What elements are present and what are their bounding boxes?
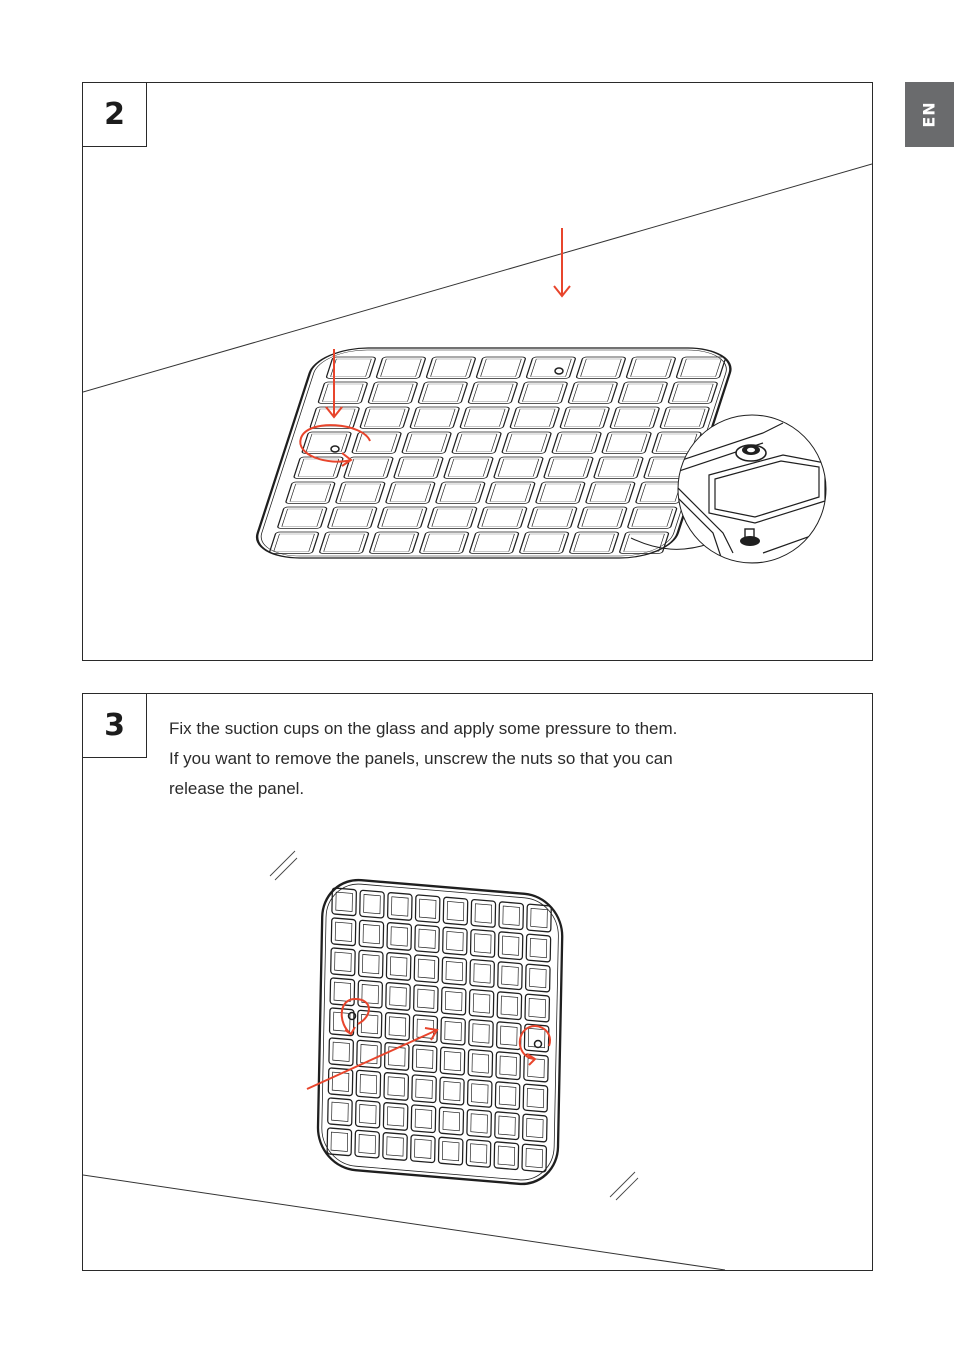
step-number: 3 bbox=[82, 693, 147, 758]
instruction-text bbox=[169, 714, 809, 804]
grid-cells bbox=[327, 888, 551, 1172]
grid-cells bbox=[269, 357, 726, 554]
language-tab-label: EN bbox=[919, 101, 939, 128]
step-number: 2 bbox=[82, 82, 147, 147]
instruction-line: Fix the suction cups on the glass and apply some pressure to them. bbox=[169, 719, 678, 738]
step-3-panel bbox=[82, 693, 873, 1271]
rotate-arrow-icon bbox=[342, 999, 550, 1065]
nut-icon bbox=[736, 445, 766, 461]
press-arrow-icon bbox=[326, 228, 570, 417]
zoom-callout bbox=[631, 415, 843, 563]
grid-panel bbox=[250, 348, 738, 558]
instruction-line: If you want to remove the panels, unscrew the nuts so that you can bbox=[169, 749, 673, 768]
language-tab bbox=[905, 82, 954, 147]
step-2-illustration bbox=[83, 83, 872, 660]
surface-edge-line bbox=[83, 164, 872, 392]
surface-edge-line bbox=[83, 1175, 725, 1270]
grid-panel bbox=[317, 877, 563, 1187]
step-2-panel bbox=[82, 82, 873, 661]
instruction-line: release the panel. bbox=[169, 779, 305, 798]
